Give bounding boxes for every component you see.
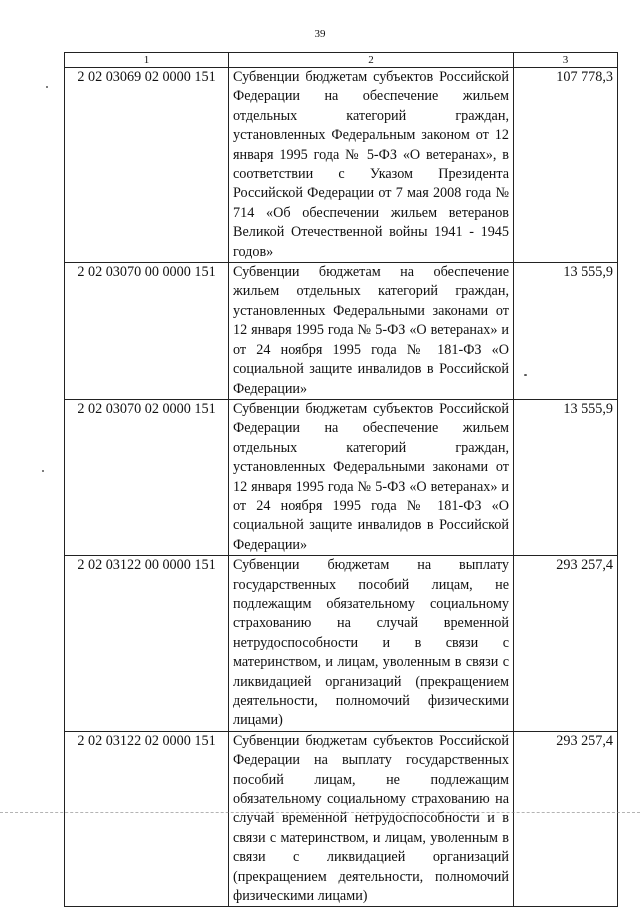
scan-speck <box>42 470 44 472</box>
page-number: 39 <box>314 28 326 40</box>
revenue-description: Субвенции бюджетам субъектов Российской Федерации на обеспечение жильем отдельных категорий граждан, установленных Федеральными законами от 12 января 1995 года № 5-ФЗ «О ветеранах» и от 24 ноября 1995 года № 181-ФЗ «О социальной защите инвалидов в Российской Федерации» <box>229 399 514 555</box>
revenue-description: Субвенции бюджетам субъектов Российской Федерации на обеспечение жильем отдельных категорий граждан, установленных Федеральным законом от 12 января 1995 года № 5-ФЗ «О ветеранах», в соответствии с Указом Президента Российской Федерации от 7 мая 2008 года № 714 «Об обеспечении жильем ветеранов Великой Отечественной войны 1941 - 1945 годов» <box>229 68 514 263</box>
amount: 293 257,4 <box>514 731 618 907</box>
header-col-1: 1 <box>65 53 229 68</box>
scan-speck <box>524 374 527 376</box>
classification-code: 2 02 03070 00 0000 151 <box>65 263 229 400</box>
table-row <box>65 731 618 907</box>
classification-code: 2 02 03069 02 0000 151 <box>65 68 229 263</box>
amount: 13 555,9 <box>514 399 618 555</box>
revenue-description: Субвенции бюджетам на выплату государственных пособий лицам, не подлежащим обязательному социальному страхованию на случай временной нетрудоспособности и в связи с материнством, и лицам, уволенным в связи с ликвидацией организаций (прекращением деятельности, полномочий физическими лицами) <box>229 556 514 732</box>
revenue-description: Субвенции бюджетам на обеспечение жильем отдельных категорий граждан, установленных Федеральными законами от 12 января 1995 года № 5-ФЗ «О ветеранах» и от 24 ноября 1995 года № 181-ФЗ «О социальной защите инвалидов в Российской Федерации» <box>229 263 514 400</box>
classification-code: 2 02 03122 00 0000 151 <box>65 556 229 732</box>
amount: 13 555,9 <box>514 263 618 400</box>
budget-table <box>64 52 618 907</box>
scan-artifact-line <box>0 812 640 813</box>
table-row <box>65 556 618 732</box>
table-header <box>65 53 618 68</box>
table-body <box>65 68 618 907</box>
header-row <box>65 53 618 68</box>
table-row <box>65 399 618 555</box>
amount: 107 778,3 <box>514 68 618 263</box>
header-col-2: 2 <box>229 53 514 68</box>
scan-speck <box>46 86 48 88</box>
revenue-description: Субвенции бюджетам субъектов Российской Федерации на выплату государственных пособий лицам, не подлежащим обязательному социальному страхованию на случай временной нетрудоспособности и в связи с материнством, и лицам, уволенным в связи с ликвидацией организаций (прекращением деятельности, полномочий физическими лицами) <box>229 731 514 907</box>
amount: 293 257,4 <box>514 556 618 732</box>
classification-code: 2 02 03070 02 0000 151 <box>65 399 229 555</box>
classification-code: 2 02 03122 02 0000 151 <box>65 731 229 907</box>
table-row <box>65 263 618 400</box>
table-row <box>65 68 618 263</box>
header-col-3: 3 <box>514 53 618 68</box>
